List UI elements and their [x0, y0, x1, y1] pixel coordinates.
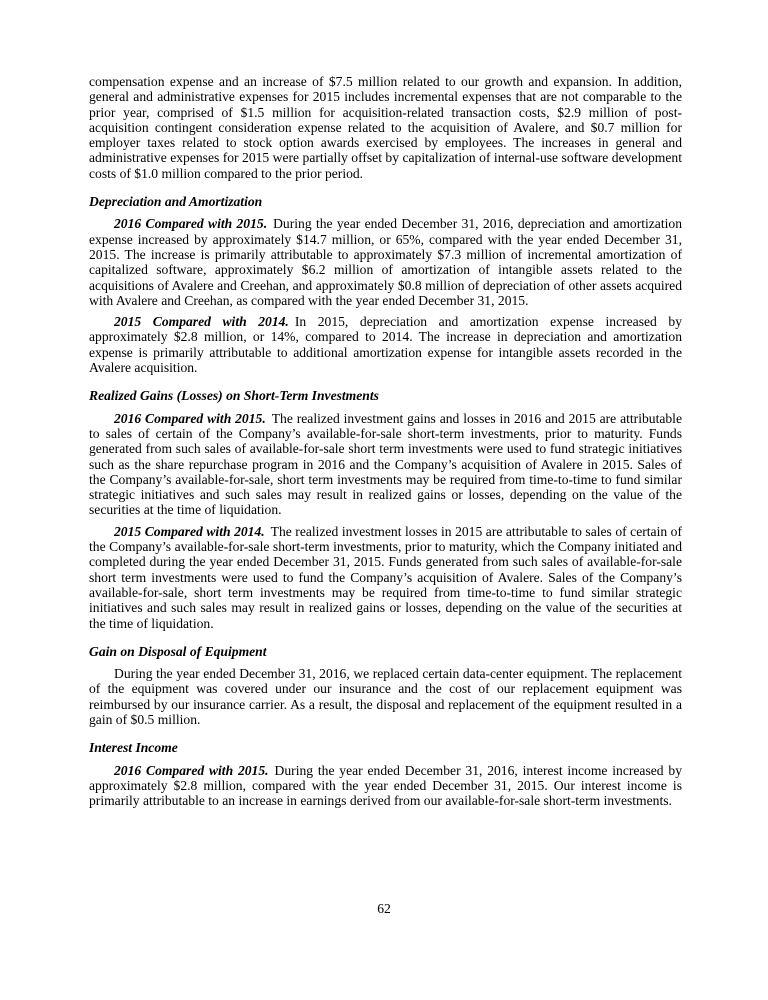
- paragraph: [89, 411, 682, 518]
- paragraph: [89, 314, 682, 375]
- section-heading-realized-gains-losses: Realized Gains (Losses) on Short-Term Investments: [89, 388, 379, 404]
- paragraph-text: compensation expense and an increase of $7.5 million related to our growth and expansion. In addition, general and administrative expenses for 2015 includes incremental expenses that are not comparable to the prior year, comprised of $1.5 million for acquisition-related transaction costs, $2.9 million of post-acquisition contingent consideration expense related to the acquisition of Avalere, and $0.7 million for employer taxes related to stock option awards exercised by employees. The increases in general and administrative expenses for 2015 were partially offset by capitalization of internal-use software development costs of $1.0 million compared to the prior period.: [89, 74, 682, 181]
- paragraph: [89, 763, 682, 809]
- section-heading-interest-income: Interest Income: [89, 740, 178, 756]
- paragraph-lead: 2015 Compared with 2014.: [114, 314, 289, 330]
- paragraph-lead: 2016 Compared with 2015.: [114, 410, 266, 426]
- paragraph-text: The realized investment gains and losses in 2016 and 2015 are attributable to sales of certain of the Company’s available-for-sale short-term investments, prior to maturity. Funds generated from such sales of available-for-sale short term investments were used to fund strategic initiatives such as the share repurchase program in 2016 and the Company’s acquisition of Avalere in 2015. Sales of the Company’s available-for-sale, short term investments may be required from time-to-time to fund similar strategic initiatives and such sales may result in realized gains or losses, depending on the value of the securities at the time of liquidation.: [89, 410, 682, 518]
- paragraph-lead: 2015 Compared with 2014.: [114, 523, 265, 539]
- paragraph-lead: 2016 Compared with 2015.: [114, 762, 269, 778]
- document-text-body: [89, 74, 682, 814]
- page-number: 62: [377, 901, 391, 916]
- paragraph-text: During the year ended December 31, 2016, interest income increased by approximately $2.8 million, compared with the year ended December 31, 2015. Our interest income is primarily attributable to an increase in earnings derived from our available-for-sale short-term investments.: [89, 762, 682, 809]
- paragraph: [89, 216, 682, 308]
- paragraph: [89, 74, 682, 181]
- paragraph-text: During the year ended December 31, 2016, depreciation and amortization expense increased by approximately $14.7 million, or 65%, compared with the year ended December 31, 2015. The increase is primarily attributable to approximately $7.3 million of incremental amortization of capitalized software, approximately $6.2 million of amortization of intangible assets related to the acquisitions of Avalere and Creehan, and approximately $0.8 million of depreciation of other assets acquired with Avalere and Creehan, as compared with the year ended December 31, 2015.: [89, 216, 682, 308]
- paragraph: [89, 524, 682, 631]
- section-heading-gain-on-disposal: Gain on Disposal of Equipment: [89, 643, 267, 659]
- paragraph: [89, 666, 682, 727]
- paragraph-text: In 2015, depreciation and amortization expense increased by approximately $2.8 million, or 14%, compared to 2014. The increase in depreciation and amortization expense is primarily attributable to additional amortization expense for intangible assets recorded in the Avalere acquisition.: [89, 314, 682, 376]
- paragraph-text: During the year ended December 31, 2016, we replaced certain data-center equipment. The replacement of the equipment was covered under our insurance and the cost of our replacement equipment was reimbursed by our insurance carrier. As a result, the disposal and replacement of the equipment resulted in a gain of $0.5 million.: [89, 666, 682, 727]
- paragraph-text: The realized investment losses in 2015 are attributable to sales of certain of the Company’s available-for-sale short-term investments, prior to maturity, which the Company initiated and completed during the year ended December 31, 2015. Funds generated from such sales of available-for-sale short term investments were used to fund the Company’s acquisition of Avalere. Sales of the Company’s available-for-sale, short term investments may be required from time-to-time to fund similar strategic initiatives and such sales may result in realized gains or losses, depending on the value of the securities at the time of liquidation.: [89, 523, 682, 631]
- section-heading-depreciation-amortization: Depreciation and Amortization: [89, 194, 263, 210]
- paragraph-lead: 2016 Compared with 2015.: [114, 216, 268, 232]
